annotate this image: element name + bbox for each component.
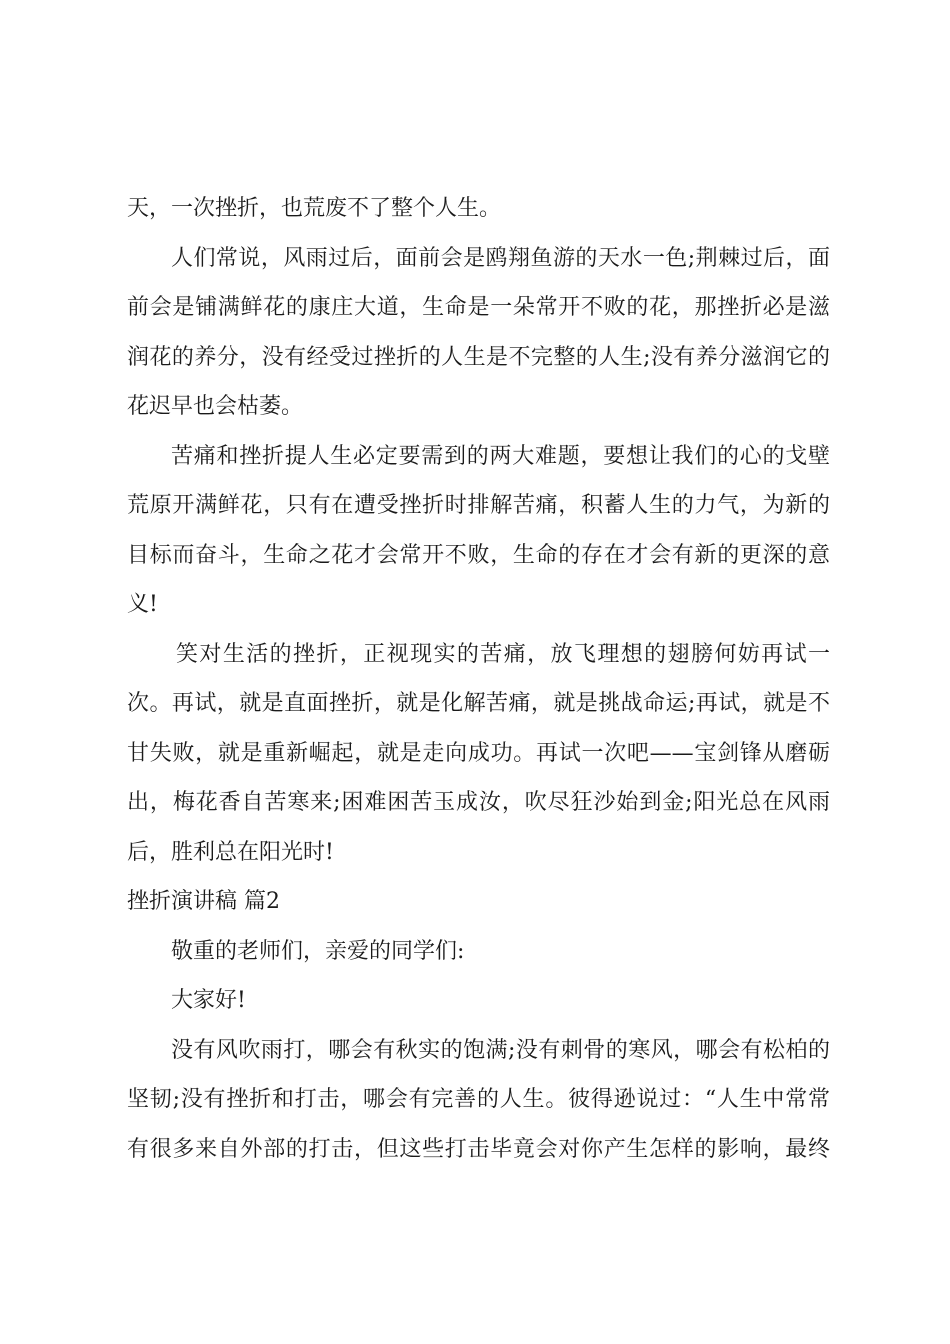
- text-line-1: 天，一次挫折，也荒废不了整个人生。: [127, 196, 502, 221]
- text-line-5: 花迟早也会枯萎。: [127, 394, 304, 419]
- text-line-12: 甘失败，就是重新崛起，就是走向成功。再试一次吧——宝剑锋从磨砺: [127, 740, 830, 766]
- salutation-line: 敬重的老师们，亲爱的同学们:: [171, 938, 465, 964]
- text-line-20: 有很多来自外部的打击，但这些打击毕竟会对你产生怎样的影响，最终: [127, 1136, 830, 1162]
- greeting-line: 大家好!: [171, 988, 246, 1013]
- text-line-19: 坚韧;没有挫折和打击，哪会有完善的人生。彼得逊说过：“人生中常常: [127, 1087, 830, 1112]
- section-heading: 挫折演讲稿 篇2: [127, 889, 280, 914]
- text-line-8: 目标而奋斗，生命之花才会常开不败，生命的存在才会有新的更深的意: [127, 542, 830, 568]
- text-line-10: 笑对生活的挫折，正视现实的苦痛，放飞理想的翅膀何妨再试一: [176, 641, 830, 667]
- text-line-18: 没有风吹雨打，哪会有秋实的饱满;没有刺骨的寒风，哪会有松柏的: [171, 1037, 830, 1063]
- text-line-7: 荒原开满鲜花，只有在遭受挫折时排解苦痛，积蓄人生的力气，为新的: [127, 493, 830, 518]
- text-line-6: 苦痛和挫折提人生必定要需到的两大难题，要想让我们的心的戈壁: [171, 443, 830, 469]
- text-line-4: 润花的养分，没有经受过挫折的人生是不完整的人生;没有养分滋润它的: [127, 344, 830, 370]
- text-line-9: 义!: [127, 592, 158, 617]
- text-line-3: 前会是铺满鲜花的康庄大道，生命是一朵常开不败的花，那挫折必是滋: [127, 295, 830, 320]
- text-line-2: 人们常说，风雨过后，面前会是鸥翔鱼游的天水一色;荆棘过后，面: [171, 245, 830, 271]
- document-body: [127, 184, 830, 1174]
- text-line-13: 出，梅花香自苦寒来;困难困苦玉成汝，吹尽狂沙始到金;阳光总在风雨: [127, 790, 830, 815]
- text-line-14: 后，胜利总在阳光时!: [127, 839, 334, 865]
- text-line-11: 次。再试，就是直面挫折，就是化解苦痛，就是挑战命运;再试，就是不: [127, 691, 830, 716]
